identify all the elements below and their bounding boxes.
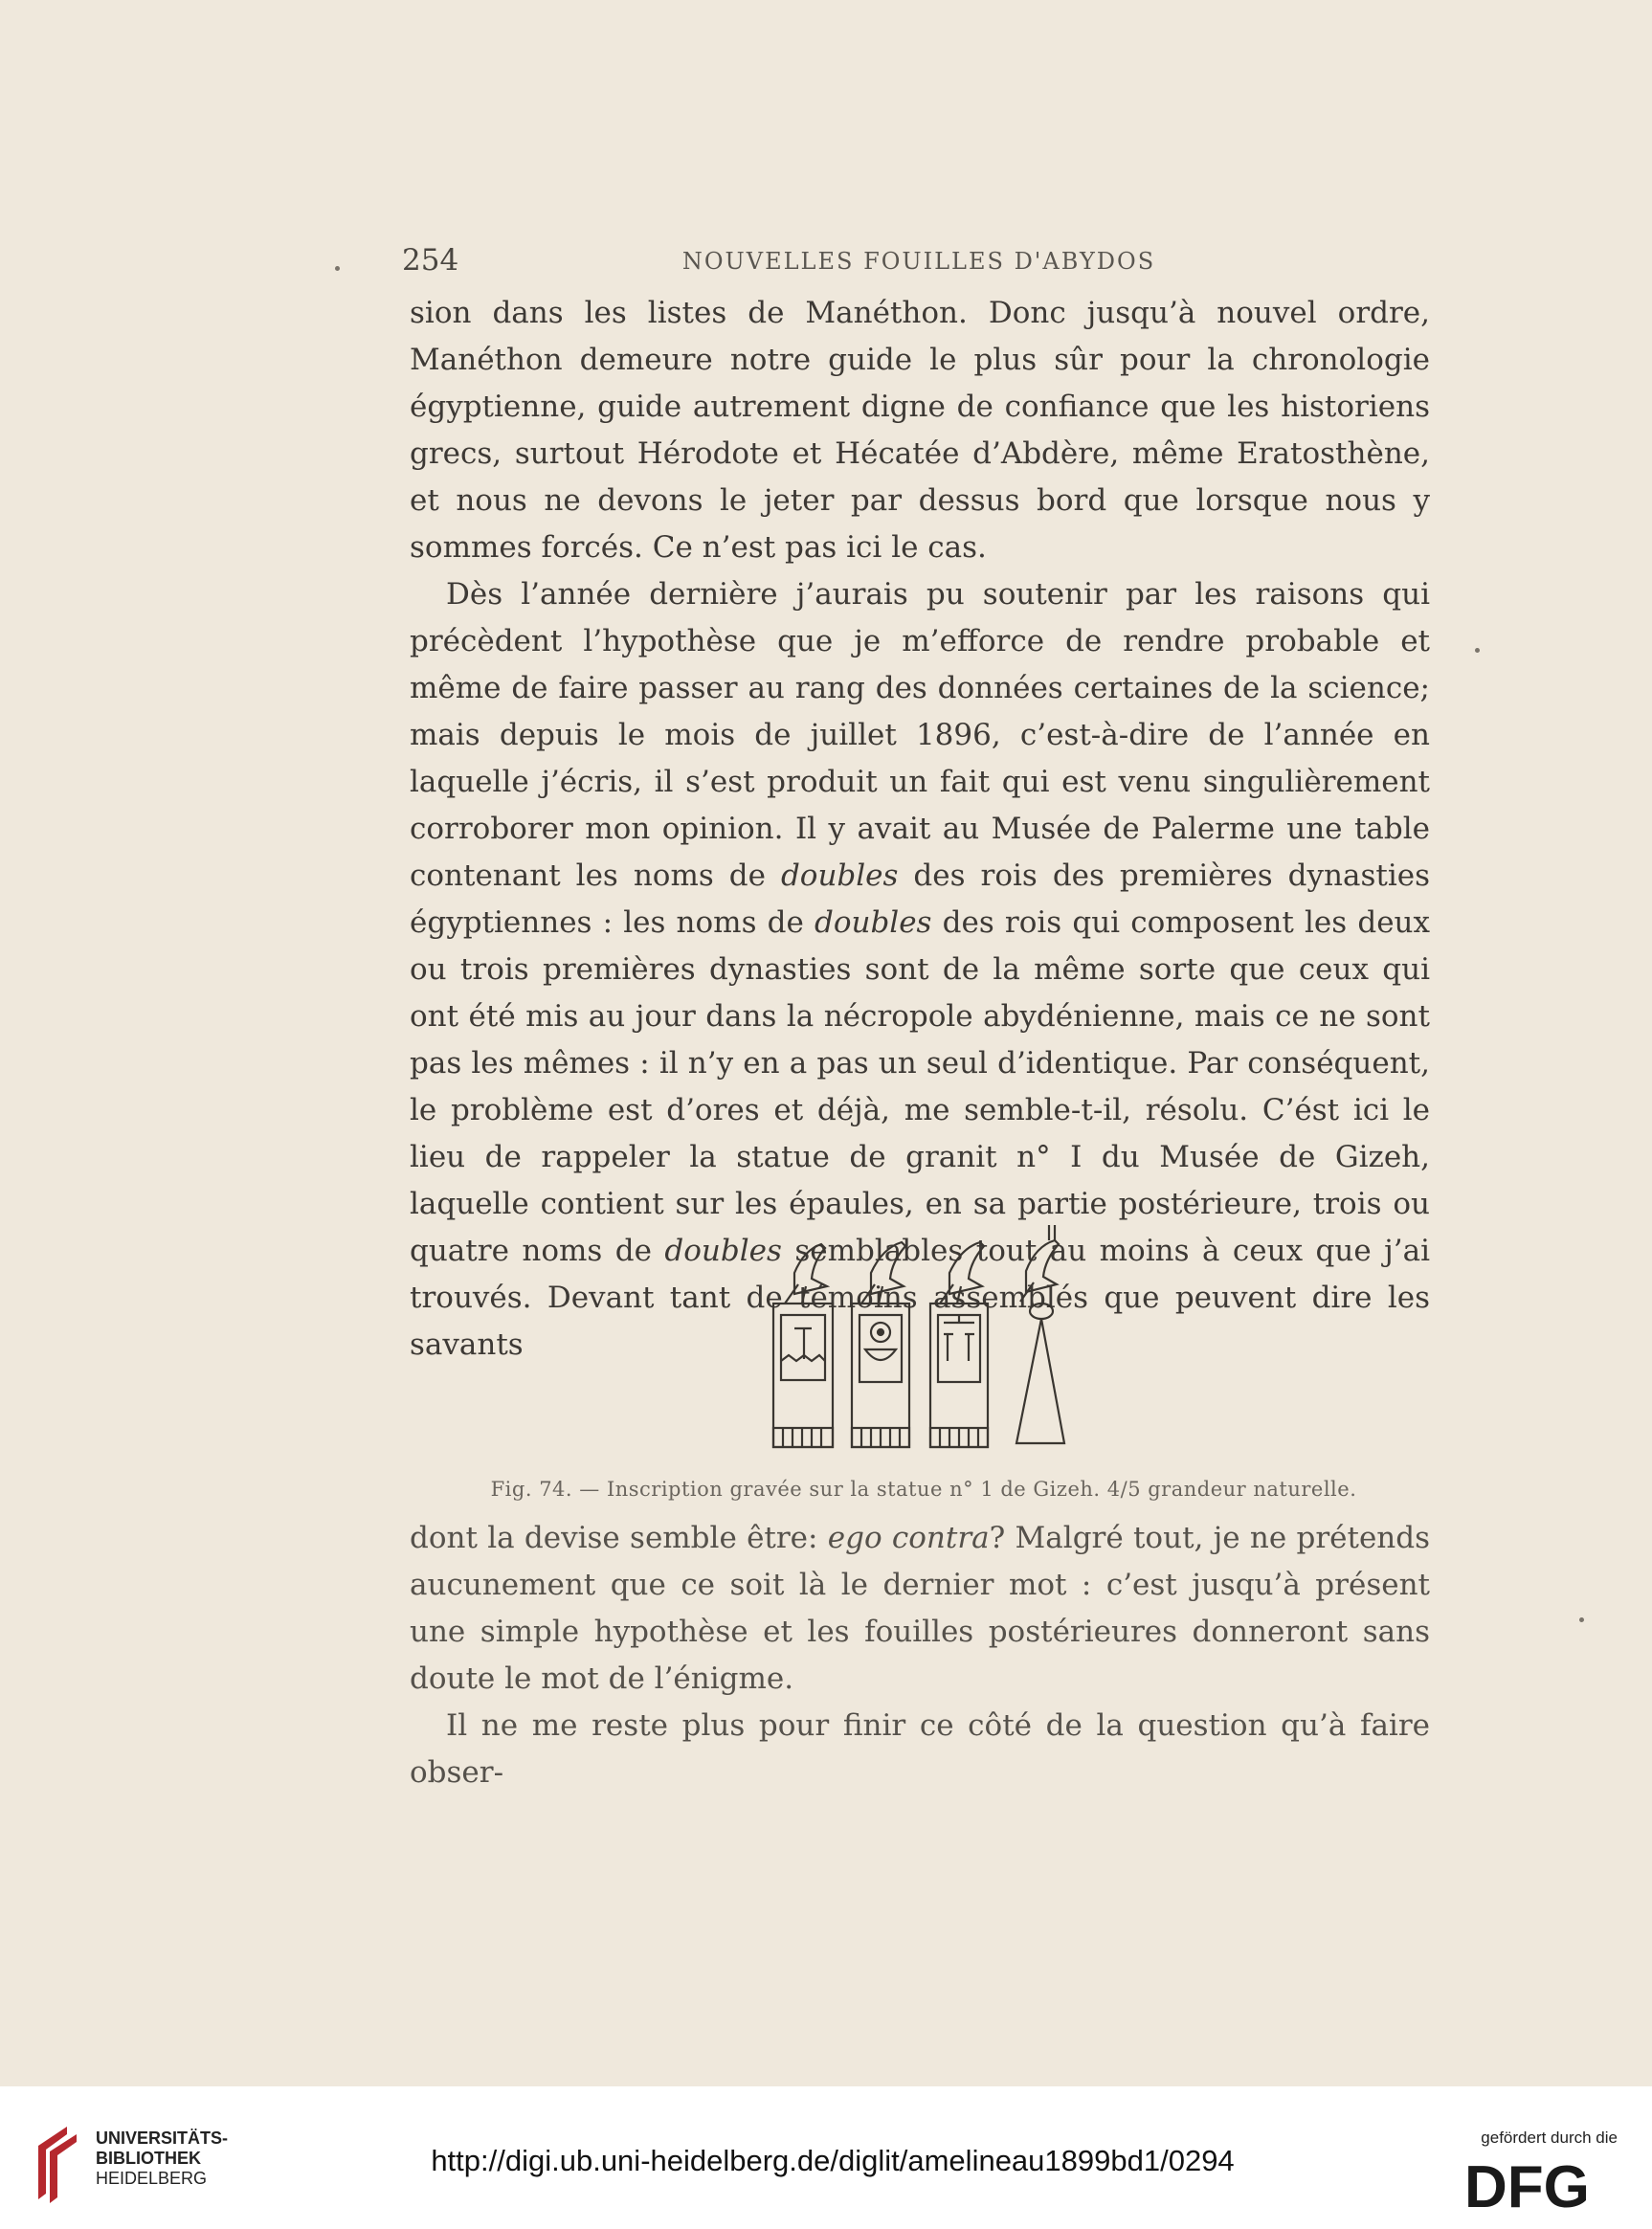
- paragraph-4: Il ne me reste plus pour finir ce côté de la question qu’à faire obser-: [410, 1708, 1430, 1790]
- figure-caption: Fig. 74. — Inscription gravée sur la statue n° 1 de Gizeh. 4/5 grandeur naturelle.: [490, 1478, 1357, 1501]
- italic-doubles-3: doubles: [664, 1234, 782, 1268]
- scan-speck: [335, 266, 340, 271]
- library-name-line-3: HEIDELBERG: [96, 2169, 208, 2188]
- page-number: 254: [402, 243, 459, 278]
- running-title: NOUVELLES FOUILLES D'ABYDOS: [681, 248, 1156, 275]
- paragraph-2-part-d: semblables tout au moins à ceux que j’ai trouvés. Devant tant de témoins assemblés que peuvent dire les savants: [410, 1234, 1430, 1362]
- scan-speck: [1475, 648, 1480, 653]
- permalink-url[interactable]: http://digi.ub.uni-heidelberg.de/diglit/amelineau1899bd1/0294: [431, 2144, 1235, 2177]
- italic-doubles-1: doubles: [780, 858, 899, 893]
- falcon-standard-icon: [1016, 1225, 1064, 1443]
- footer-bar: [0, 2086, 1652, 2229]
- university-library-logo-icon: [29, 2127, 86, 2203]
- paragraph-2-part-a: Dès l’année dernière j’aurais pu soutenir par les raisons qui précèdent l’hypothèse que je m’efforce de rendre probable et même de faire passer au rang des données certaines de la science; mais depuis le mois de juillet 1896, c’est-à-dire de l’année en laquelle j’écris, il s’est produit un fait qui est venu singulièrement corroborer mon opinion. Il y avait au Musée de Palerme une table contenant les noms de: [410, 577, 1430, 893]
- running-head: [402, 243, 1436, 281]
- library-name-line-2: BIBLIOTHEK: [96, 2149, 201, 2168]
- italic-ego-contra: ego contra: [827, 1521, 990, 1555]
- text-block-bottom: [410, 1515, 1430, 1796]
- italic-doubles-2: doubles: [814, 905, 932, 940]
- serekh-3-icon: [930, 1242, 988, 1447]
- library-name-line-1: UNIVERSITÄTS-: [96, 2129, 229, 2148]
- serekh-2-icon: [852, 1242, 909, 1447]
- paragraph-2-part-b: des rois des premières dynasties égyptiennes : les noms de: [410, 858, 1430, 940]
- dfg-logo-icon: [1464, 2157, 1623, 2211]
- library-name: [96, 2129, 228, 2189]
- hieroglyph-figure: [756, 1215, 1129, 1479]
- paragraph-1: sion dans les listes de Manéthon. Donc jusqu’à nouvel ordre, Manéthon demeure notre guide le plus sûr pour la chronologie égyptienne, guide autrement digne de confiance que les historiens grecs, surtout Hérodote et Hécatée d’Abdère, même Eratosthène, et nous ne devons le jeter par dessus bord que lorsque nous y sommes forcés. Ce n’est pas ici le cas.: [410, 296, 1430, 565]
- scan-speck: [1579, 1617, 1584, 1622]
- dfg-logo-text: DFG: [1464, 2157, 1590, 2211]
- paragraph-3: [410, 1515, 1430, 1703]
- paragraph-2-part-c: des rois qui composent les deux ou trois premières dynasties sont de la même sorte que ceux qui ont été mis au jour dans la nécropole abydénienne, mais ce ne sont pas les mêmes : il n’y en a pas un seul d’identique. Par conséquent, le problème est d’ores et déjà, me semble-t-il, résolu. C’ést ici le lieu de rappeler la statue de granit n° I du Musée de Gizeh, laquelle contient sur les épaules, en sa partie postérieure, trois ou quatre noms de: [410, 905, 1430, 1268]
- serekh-1-icon: [773, 1244, 833, 1447]
- paragraph-3-part-b: ? Malgré tout, je ne prétends aucunement que ce soit là le dernier mot : c’est jusqu’à présent une simple hypothèse et les fouilles postérieures donneront sans doute le mot de l’énigme.: [410, 1521, 1431, 1696]
- text-block-top: [410, 290, 1430, 1369]
- funding-note: gefördert durch die: [1481, 2129, 1618, 2147]
- paragraph-3-part-a: dont la devise semble être:: [410, 1521, 828, 1555]
